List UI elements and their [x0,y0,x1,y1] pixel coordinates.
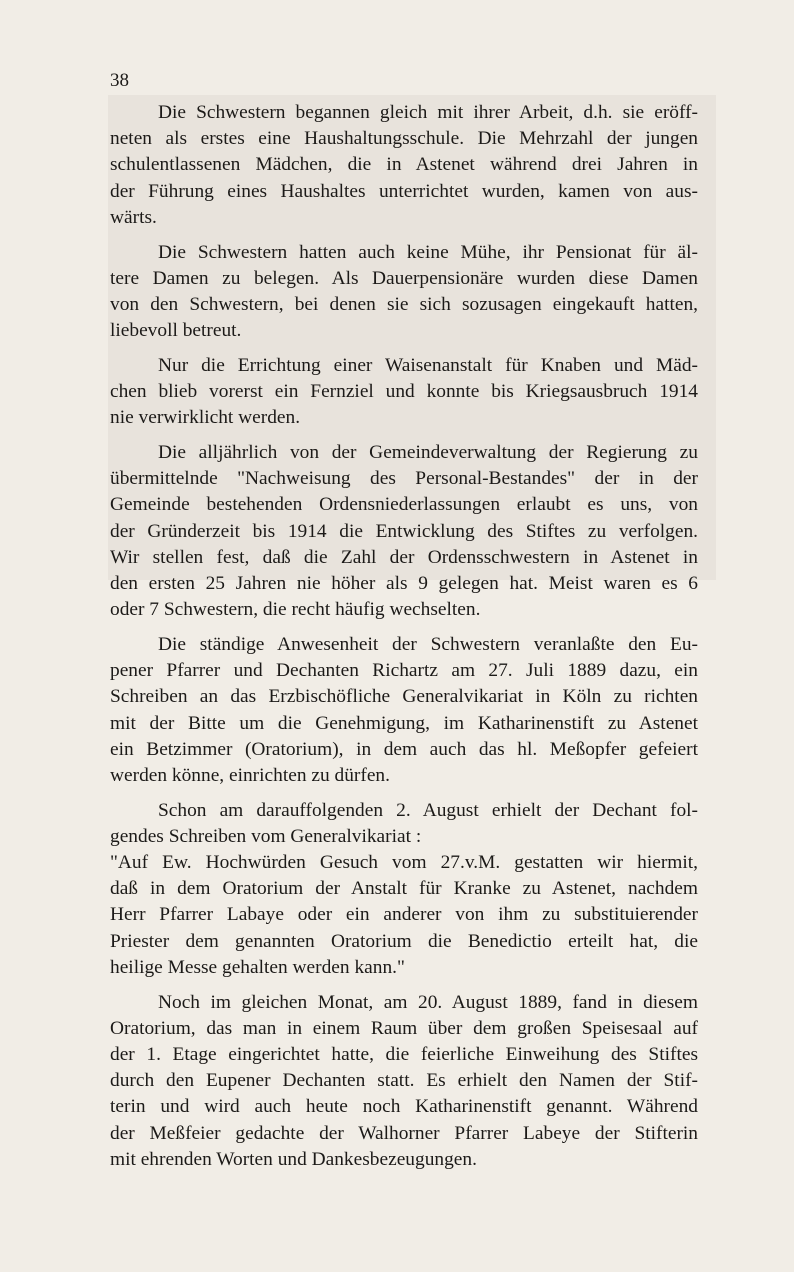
text-line: ein Betzimmer (Oratorium), in dem auch das hl. Meßopfer gefeiert [110,738,698,760]
text-line: Wir stellen fest, daß die Zahl der Ordensschwestern in Astenet in [110,546,698,568]
text-line: gendes Schreiben vom Generalvikariat : [110,825,422,847]
text-line: schulentlassenen Mädchen, die in Astenet während drei Jahren in [110,154,698,176]
paragraph [110,353,698,432]
text-line: Herr Pfarrer Labaye oder ein anderer von ihm zu substituierender [110,904,698,926]
text-line: Die Schwestern begannen gleich mit ihrer Arbeit, d.h. sie eröff- [158,102,698,123]
text-line: "Auf Ew. Hochwürden Gesuch vom 27.v.M. gestatten wir hiermit, [110,852,698,874]
text-line: durch den Eupener Dechanten statt. Es erhielt den Namen der Stif- [110,1070,698,1092]
text-line: der Gründerzeit bis 1914 die Entwicklung des Stiftes zu verfolgen. [110,520,698,542]
page-number: 38 [110,70,129,91]
text-line: Die ständige Anwesenheit der Schwestern veranlaßte den Eu- [158,633,698,655]
text-line: liebevoll betreut. [110,320,242,342]
paragraph [110,440,698,623]
text-line: oder 7 Schwestern, die recht häufig wechselten. [110,599,481,621]
paragraph [110,632,698,789]
text-line: der 1. Etage eingerichtet hatte, die feierliche Einweihung des Stiftes [110,1043,698,1065]
text-line: mit der Bitte um die Genehmigung, im Katharinenstift zu Astenet [110,712,698,734]
text-line: mit ehrenden Worten und Dankesbezeugungen. [110,1148,477,1170]
text-line: daß in dem Oratorium der Anstalt für Kranke zu Astenet, nachdem [110,878,698,900]
text-line: Priester dem genannten Oratorium die Benedictio erteilt hat, die [110,930,698,952]
paragraph [110,100,698,231]
text-line: pener Pfarrer und Dechanten Richartz am 27. Juli 1889 dazu, ein [110,660,698,682]
paragraph [110,990,698,1173]
text-line: übermittelnde "Nachweisung des Personal-Bestandes" der in der [110,468,698,490]
text-line: von den Schwestern, bei denen sie sich sozusagen eingekauft hatten, [110,293,698,315]
text-line: der Meßfeier gedachte der Walhorner Pfarrer Labeye der Stifterin [110,1122,698,1144]
text-line: Nur die Errichtung einer Waisenanstalt für Knaben und Mäd- [158,354,698,376]
text-line: Noch im gleichen Monat, am 20. August 1889, fand in diesem [158,991,698,1013]
text-line: Gemeinde bestehenden Ordensniederlassungen erlaubt es uns, von [110,494,698,516]
text-line: neten als erstes eine Haushaltungsschule. Die Mehrzahl der jungen [110,128,698,150]
text-line: den ersten 25 Jahren nie höher als 9 gelegen hat. Meist waren es 6 [110,572,698,594]
text-line: Die alljährlich von der Gemeindeverwaltung der Regierung zu [158,442,698,464]
text-line: nie verwirklicht werden. [110,407,301,429]
text-line: Oratorium, das man in einem Raum über dem großen Speisesaal auf [110,1017,698,1039]
text-line: tere Damen zu belegen. Als Dauerpensionäre wurden diese Damen [110,267,698,289]
text-line: werden könne, einrichten zu dürfen. [110,764,390,786]
text-line: terin und wird auch heute noch Katharinenstift genannt. Während [110,1096,698,1118]
text-line: Die Schwestern hatten auch keine Mühe, ihr Pensionat für äl- [158,241,698,263]
text-line: Schon am darauffolgenden 2. August erhielt der Dechant fol- [158,799,698,821]
text-line: chen blieb vorerst ein Fernziel und konnte bis Kriegsausbruch 1914 [110,381,698,403]
text-line: Schreiben an das Erzbischöfliche Generalvikariat in Köln zu richten [110,686,698,708]
paragraph [110,240,698,345]
text-line: der Führung eines Haushaltes unterrichtet wurden, kamen von aus- [110,180,698,202]
text-line: wärts. [110,206,157,228]
text-line: heilige Messe gehalten werden kann." [110,956,405,978]
paragraph [110,798,698,981]
body-text [110,100,698,1181]
